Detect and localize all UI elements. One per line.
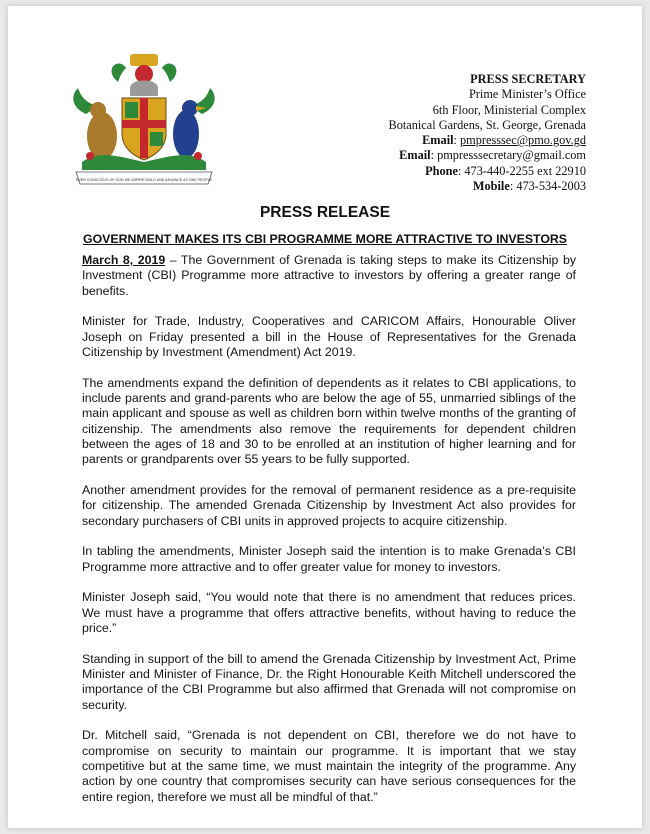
press-release-page bbox=[8, 6, 642, 828]
subtitle-text: GOVERNMENT MAKES ITS CBI PROGRAMME MORE ATTRACTIVE TO INVESTORS bbox=[83, 232, 567, 246]
org-name: PRESS SECRETARY bbox=[470, 72, 586, 86]
mobile-line: Mobile: 473-534-2003 bbox=[472, 179, 586, 194]
crest-flower bbox=[135, 65, 153, 83]
coat-of-arms-logo bbox=[68, 52, 220, 190]
shield-quarter bbox=[125, 102, 138, 118]
paragraph-5: In tabling the amendments, Minister Joseph said the intention is to make Grenada’s CBI Programme more attractive and to offer greater value for money to investors. bbox=[82, 544, 576, 574]
email-line-2: Email: pmpresssecretary@gmail.com bbox=[399, 148, 586, 163]
paragraph-1 bbox=[82, 253, 576, 299]
paragraph-2: Minister for Trade, Industry, Cooperatives and CARICOM Affairs, Honourable Oliver Joseph on Friday presented a bill in the House of Representatives for the Grenada Citizenship by Investment (Amendment) Act 2019. bbox=[82, 314, 576, 360]
mobile-label: Mobile bbox=[472, 179, 510, 194]
email-link-1[interactable]: pmpresssec@pmo.gov.gd bbox=[460, 133, 586, 148]
phone-line: Phone: 473-440-2255 ext 22910 bbox=[425, 163, 586, 178]
release-date: March 8, 2019 bbox=[82, 253, 166, 267]
paragraph-3: The amendments expand the definition of dependents as it relates to CBI applications, to include parents and grand-parents who are below the age of 55, unmarried siblings of the main applicant and spouse as well as children born within twelve months of the granting of citizenship. The amendments also remove the requirements for dependent children between the ages of 18 and 30 to be enrolled at an institution of higher learning and for parents or grandparents over 55 years to be fully supported. bbox=[82, 375, 576, 467]
armadillo-head bbox=[90, 102, 106, 118]
document-body bbox=[82, 253, 576, 820]
shield-quarter bbox=[150, 132, 163, 146]
paragraph-8: Dr. Mitchell said, “Grenada is not dependent on CBI, therefore we do not have to compromise on security to maintain our programme. It is important that we stay competitive but at the same time, we must maintain the integrity of the programme. Any action by one country that compromises security can have serious consequences for the entire region, therefore we must all be mindful of that.” bbox=[82, 728, 576, 804]
paragraph-4: Another amendment provides for the removal of permanent residence as a pre-requisite for citizenship. The amended Grenada Citizenship by Investment Act also provides for secondary purchasers of CBI units in approved projects to acquire citizenship. bbox=[82, 483, 576, 528]
crest-crown bbox=[130, 54, 158, 66]
phone-label: Phone bbox=[425, 163, 458, 178]
leaf-icon bbox=[112, 63, 126, 82]
office-name: Prime Minister’s Office bbox=[468, 87, 586, 102]
shield-cross-horizontal bbox=[122, 120, 166, 128]
paragraph-6: Minister Joseph said, “You would note that there is no amendment that reduces prices. We must have a programme that offers attractive benefits, without having to reduce the price.” bbox=[82, 590, 576, 636]
address-line: Botanical Gardens, St. George, Grenada bbox=[388, 117, 586, 132]
paragraph-7: Standing in support of the bill to amend the Grenada Citizenship by Investment Act, Prime Minister and Minister of Finance, Dr. the Right Honourable Keith Mitchell underscored the importance of the CBI Programme but also affirmed that Grenada will not compromise on security. bbox=[82, 651, 576, 712]
contact-block bbox=[389, 72, 586, 194]
motto-text: EVER CONSCIOUS OF GOD WE ASPIRE BUILD AND ADVANCE AS ONE PEOPLE bbox=[75, 178, 213, 182]
dove-head bbox=[182, 100, 198, 116]
leaf-icon bbox=[162, 63, 176, 82]
flower-icon bbox=[86, 152, 94, 160]
helmet-icon bbox=[130, 81, 158, 97]
email-label: Email bbox=[399, 148, 431, 163]
paragraph-1-text: – The Government of Grenada is taking steps to make its Citizenship by Investment (CBI) Programme more attractive to investors by offering a greater range of benefits. bbox=[82, 253, 576, 298]
email-line-1: Email: pmpresssec@pmo.gov.gd bbox=[422, 133, 586, 148]
phone-number: 473-440-2255 ext 22910 bbox=[464, 163, 586, 178]
dove-supporter bbox=[173, 110, 199, 158]
flower-icon bbox=[194, 152, 202, 160]
document-title: PRESS RELEASE bbox=[259, 204, 391, 221]
document-subtitle bbox=[8, 232, 642, 246]
email-link-2[interactable]: pmpresssecretary@gmail.com bbox=[437, 148, 586, 163]
floor-line: 6th Floor, Ministerial Complex bbox=[432, 102, 586, 117]
mobile-number: 473-534-2003 bbox=[516, 179, 586, 194]
email-label: Email bbox=[422, 133, 454, 148]
